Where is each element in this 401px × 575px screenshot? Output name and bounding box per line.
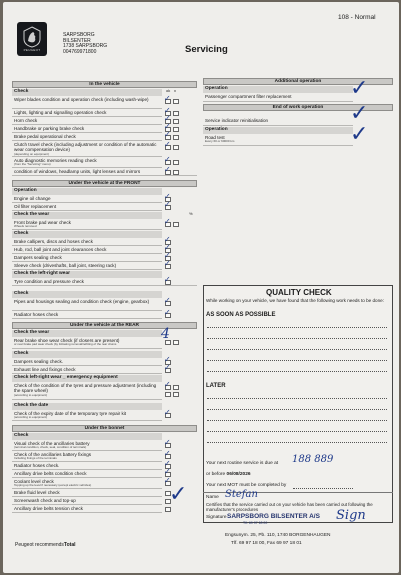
list-item: Wiper blades condition and operation check (including wash-wipe) — [12, 97, 162, 109]
group-check-wear: Check the wear — [12, 330, 162, 337]
checkbox[interactable] — [173, 127, 179, 132]
list-item: Engine oil change — [12, 196, 162, 203]
checkmark-icon: ✓ — [164, 140, 171, 149]
name-label: Name — [206, 495, 219, 500]
list-item: Ancillary drive belts tension check — [12, 506, 162, 513]
checkmark-icon: ✓ — [164, 114, 171, 123]
large-checkmark-icon: ✓ — [169, 482, 188, 507]
checkmark-icon: ✓ — [164, 217, 171, 226]
checkbox[interactable] — [173, 392, 179, 397]
list-item: Rear brake shoe wear check (if closers are present) or rear brake pad wear check (by following removal/refitting of the rear drums — [12, 338, 162, 349]
checkmark-icon: ✓ — [164, 165, 171, 174]
col-header-percent: % — [189, 211, 193, 216]
dealer-line: BILSENTER — [63, 37, 91, 44]
dealer-address — [63, 33, 107, 55]
write-in-line[interactable] — [207, 398, 387, 399]
write-in-line[interactable] — [207, 371, 387, 372]
checkbox[interactable] — [173, 111, 179, 116]
list-item: Front brake pad wear check Wheels removed — [12, 220, 162, 230]
lion-emblem-icon — [22, 26, 42, 48]
checkmark-icon: ✓ — [164, 459, 171, 468]
next-service-line: Your next routine service is due at — [206, 461, 279, 466]
quality-intro: While working on your vehicle, we have found that the following work needs to be done: — [206, 298, 384, 303]
checkbox[interactable] — [173, 135, 179, 140]
checkmark-icon: ✓ — [164, 275, 171, 284]
dealer-stamp-phone: Tlf. 69 97 18 00 — [243, 521, 268, 525]
checkmark-icon: ✓ — [164, 94, 171, 103]
quality-check-heading: QUALITY CHECK — [266, 288, 332, 297]
checkbox[interactable] — [165, 507, 171, 512]
checkmark-icon: ✓ — [164, 355, 171, 364]
dealer-stamp: SARPSBORG BILSENTER A/S — [227, 513, 320, 520]
checkbox[interactable] — [173, 145, 179, 150]
checkbox[interactable] — [173, 119, 179, 124]
section-under-front: Under the vehicle at the FRONT — [12, 180, 197, 187]
large-checkmark-icon: ✓ — [350, 122, 369, 147]
next-mot-line: Your next MOT must be completed by — [206, 483, 287, 488]
list-item: Visual check of the ancillaries battery (terminal condition, check, seal, condition of terminals) — [12, 441, 162, 451]
asap-heading: AS SOON AS POSSIBLE — [206, 312, 276, 318]
list-item: Sleeve check (driveshafts, ball joint, steering rack) — [12, 263, 162, 270]
checkmark-icon: ✓ — [164, 200, 171, 209]
list-item: Hub, rod, ball joint and joint clearances check — [12, 247, 162, 254]
checkmark-icon: ✓ — [164, 106, 171, 115]
section-end-of-work: End of work operation — [203, 104, 393, 111]
brand-label: PEUGEOT — [23, 47, 41, 52]
certify-text: Certifies that the service carried out on your vehicle has been carried out following the manufacturer's procedures — [206, 502, 373, 512]
group-operation: Operation — [203, 127, 353, 134]
footer-recommends: Peugeot recommendsTotal — [15, 542, 76, 548]
checkmark-icon: ✓ — [164, 259, 171, 268]
checkmark-icon: ✓ — [164, 243, 171, 252]
checkmark-icon: ✓ — [164, 122, 171, 131]
dealer-address-line: Engsunym. 25, Pb. 110, 1740 BORGENHAUGEN — [225, 533, 331, 538]
document-code: 108 - Normal — [338, 14, 376, 21]
write-in-line[interactable] — [207, 338, 387, 339]
dealer-phone-line: Tlf. 69 97 18 00, Fax 69 97 18 01 — [231, 541, 302, 546]
dealer-line: 1738 SARPSBORG — [63, 43, 108, 50]
list-item: Radiator hoses check. — [12, 463, 162, 470]
checkbox[interactable] — [173, 385, 179, 390]
page-title: Servicing — [185, 44, 228, 55]
checkmark-icon: ✓ — [164, 449, 171, 458]
group-operation: Operation — [203, 86, 353, 93]
list-item: Dampers sealing check. — [12, 359, 162, 366]
list-item: condition of windows, headlamp units, light lenses and mirrors — [12, 169, 197, 176]
list-item: Horn check — [12, 118, 162, 125]
checkmark-icon: ✓ — [164, 438, 171, 447]
checkmark-icon: ✓ — [164, 467, 171, 476]
group-check: Check — [12, 351, 162, 358]
dealer-line: 004769971800 — [63, 48, 97, 55]
checkbox[interactable] — [173, 340, 179, 345]
group-left-right-wear: Check the left-right wear — [12, 271, 162, 278]
checkmark-icon: ✓ — [164, 408, 171, 417]
next-service-value: 188 889 — [292, 454, 334, 465]
group-check: Check — [12, 433, 162, 440]
section-under-rear: Under the vehicle at the REAR — [12, 322, 197, 329]
list-item: Brake fluid level check — [12, 490, 162, 497]
list-item: Pipes and housings sealing and condition check (engine, gearbox) — [12, 299, 162, 311]
write-in-line[interactable] — [207, 327, 387, 328]
group-check-date: Check the date — [12, 403, 162, 410]
checkmark-icon: ✓ — [164, 155, 171, 164]
checkmark-icon: ✓ — [164, 476, 171, 485]
write-in-line[interactable] — [207, 431, 387, 432]
checkmark-icon: ✓ — [164, 363, 171, 372]
checkbox[interactable] — [173, 170, 179, 175]
list-item: Coolant level check Topping up the level if necessary (except electric vehicles) — [12, 479, 162, 489]
dealer-line: SARPSBORG — [63, 32, 95, 38]
checkbox[interactable] — [165, 392, 171, 397]
list-item: Lights, lighting and signalling operation check — [12, 110, 162, 117]
list-item: Screenwash check and top-up — [12, 498, 162, 505]
checkbox[interactable] — [173, 99, 179, 104]
large-checkmark-icon: ✓ — [350, 101, 369, 126]
list-item: Ancillary drive belts condition check — [12, 471, 162, 478]
group-operation: Operation — [12, 188, 162, 195]
list-item: Dampers sealing check — [12, 255, 162, 262]
large-checkmark-icon: ✓ — [350, 76, 369, 101]
section-additional-operation: Additional operation — [203, 78, 393, 85]
checkmark-icon: ✓ — [164, 380, 171, 389]
list-item: Service indicator reinitialisation — [203, 118, 353, 126]
section-under-bonnet: Under the bonnet — [12, 425, 197, 432]
write-in-line[interactable] — [207, 360, 387, 361]
group-check: Check — [12, 89, 162, 96]
name-value: Stefan — [225, 489, 258, 500]
or-before-line: or before 06/08/2026 — [206, 472, 251, 477]
checkbox[interactable] — [173, 222, 179, 227]
checkmark-icon: ✓ — [164, 251, 171, 260]
list-item: Road test Every 60 or 60000 km — [203, 135, 353, 146]
write-in-line[interactable] — [293, 488, 353, 489]
list-item: Check of the condition of the tyres and pressure adjustment (including the spare wheel) (according to equipment) — [12, 383, 162, 400]
list-item: Handbrake or parking brake check — [12, 126, 162, 133]
list-item: Brake pedal operational check — [12, 134, 162, 141]
col-header-ok: ok — [166, 88, 171, 93]
col-header-x: x — [174, 88, 176, 93]
write-in-line[interactable] — [207, 420, 387, 421]
list-item: Passenger compartment filter replacement — [203, 94, 353, 102]
later-heading: LATER — [206, 383, 226, 389]
list-item: Check of the expiry date of the temporary tyre repair kit (according to equipment) — [12, 411, 162, 421]
signature-label: Signature — [206, 515, 227, 520]
group-check: Check — [12, 291, 162, 298]
peugeot-logo — [17, 22, 47, 56]
list-item: Tyre condition and pressure check — [12, 279, 197, 286]
checkmark-icon: ✓ — [164, 130, 171, 139]
list-item: Exhaust line and fixings check — [12, 367, 162, 374]
list-item: Radiator hoses check — [12, 312, 162, 319]
list-item: Check of the ancillaries battery fixings Including fixings of the terminals — [12, 452, 162, 462]
checkmark-icon: ✓ — [164, 192, 171, 201]
checkmark-icon: ✓ — [164, 308, 171, 317]
write-in-line[interactable] — [207, 409, 387, 410]
list-item: Brake callipers, discs and hoses check — [12, 239, 162, 246]
group-left-right-wear: Check left-right wear _ emergency equipment — [12, 375, 162, 382]
write-in-line[interactable] — [207, 349, 387, 350]
checkmark-icon: ✓ — [164, 296, 171, 305]
checkmark-icon: ✓ — [164, 235, 171, 244]
section-in-vehicle: In the vehicle — [12, 81, 197, 88]
service-sheet — [3, 2, 399, 573]
signature: Sign — [336, 508, 366, 523]
checkbox[interactable] — [173, 160, 179, 165]
group-check: Check — [12, 231, 162, 238]
list-item: Oil filter replacement — [12, 204, 162, 211]
handwritten-value: 4 — [161, 326, 170, 342]
group-check-wear: Check the wear — [12, 212, 162, 219]
write-in-line[interactable] — [207, 442, 387, 443]
list-item: Auto diagnostic memories reading check (from the "Servicing" menu) — [12, 158, 162, 168]
list-item: Clutch travel check (including adjustment or condition of the automatic wear compensation device) (depending on equipment) — [12, 142, 162, 157]
